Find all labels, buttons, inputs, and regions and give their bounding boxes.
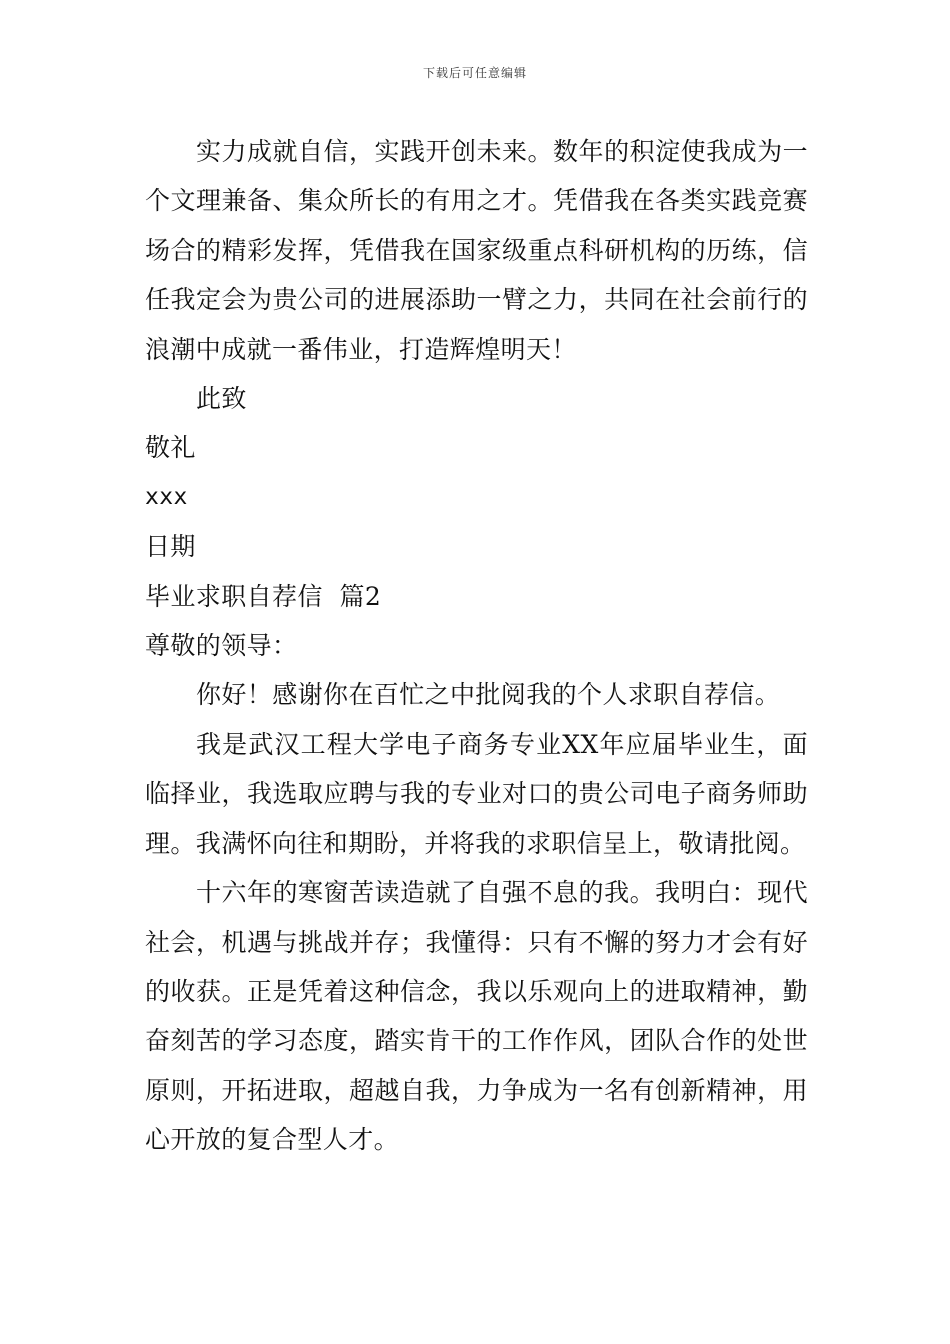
closing-phrase: 此致: [196, 384, 247, 414]
date-label: 日期: [145, 532, 196, 562]
paragraph-introduction: 我是武汉工程大学电子商务专业XX年应届毕业生，面临择业，我选取应聘与我的专业对口的贵公司电子商务师助理。我满怀向往和期盼，并将我的求职信呈上，敬请批阅。: [145, 729, 808, 858]
paragraph-closing-statement: 实力成就自信，实践开创未来。数年的积淀使我成为一个文理兼备、集众所长的有用之才。凭借我在各类实践竞赛场合的精彩发挥，凭借我在国家级重点科研机构的历练，信任我定会为贵公司的进展添助一臂之力，共同在社会前行的浪潮中成就一番伟业，打造辉煌明天！: [145, 137, 808, 364]
document-body: [145, 127, 808, 1165]
paragraph-greeting: 你好！感谢你在百忙之中批阅我的个人求职自荐信。: [196, 680, 781, 710]
closing-salute: 敬礼: [145, 433, 196, 463]
signature: xxx: [145, 483, 188, 510]
section-title: 毕业求职自荐信 篇2: [145, 581, 382, 611]
page-header-note: 下载后可任意编辑: [422, 66, 527, 80]
salutation: 尊敬的领导：: [145, 631, 298, 661]
paragraph-self-description: 十六年的寒窗苦读造就了自强不息的我。我明白：现代社会，机遇与挑战并存；我懂得：只有不懈的努力才会有好的收获。正是凭着这种信念，我以乐观向上的进取精神，勤奋刻苦的学习态度，踏实肯干的工作作风，团队合作的处世原则，开拓进取，超越自我，力争成为一名有创新精神，用心开放的复合型人才。: [145, 878, 808, 1155]
